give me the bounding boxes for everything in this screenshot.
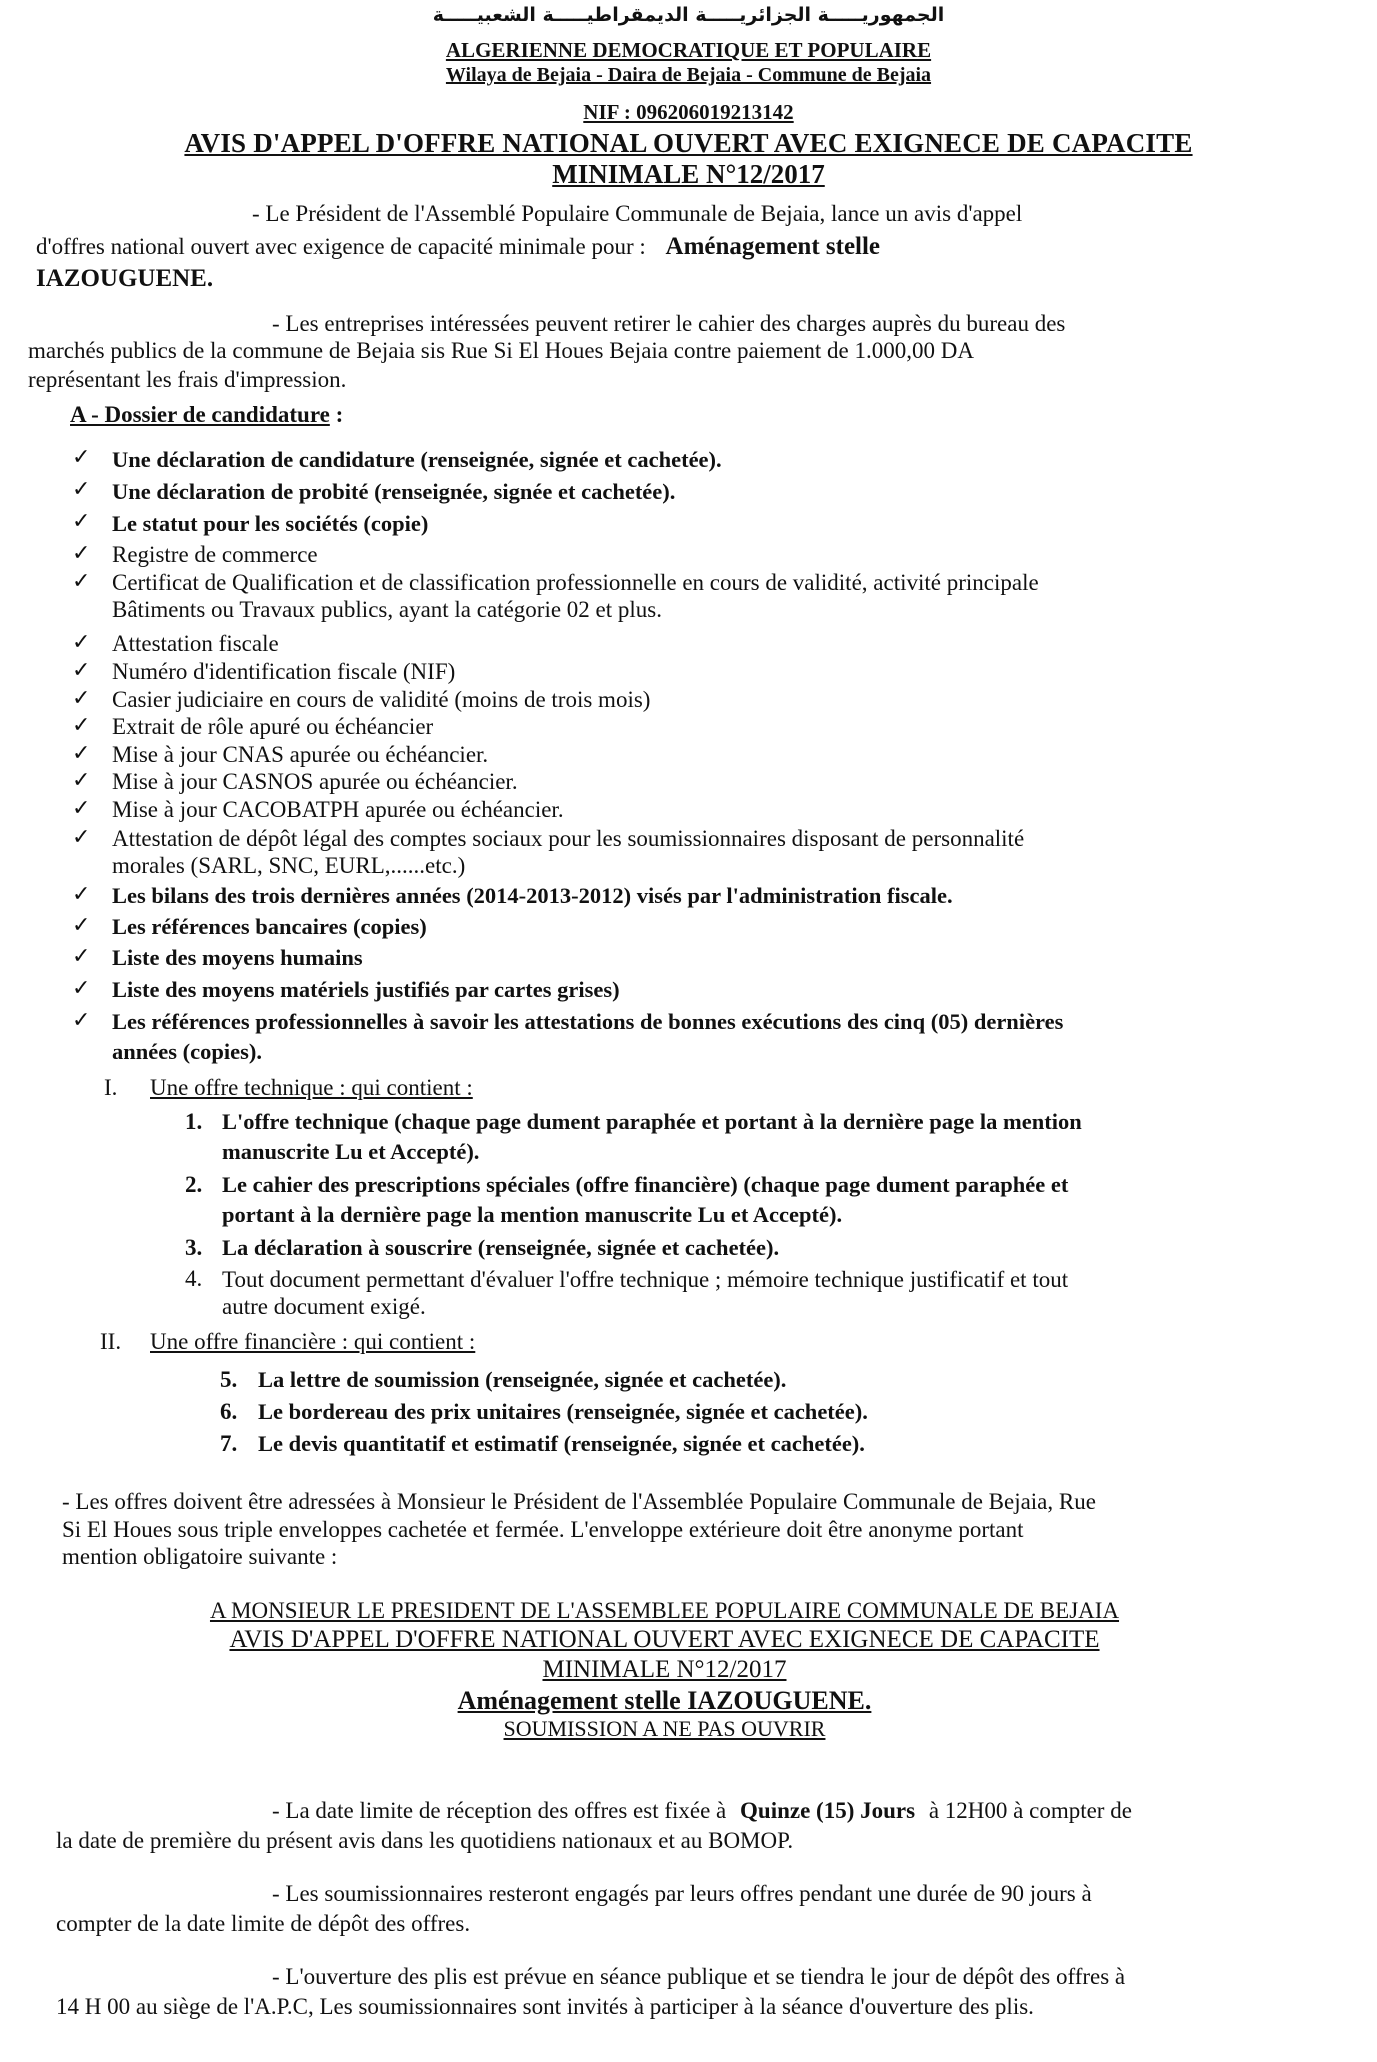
- check-icon: ✓: [72, 686, 91, 711]
- check-icon: ✓: [72, 713, 91, 738]
- technical-heading: Une offre technique : qui contient :: [150, 1075, 473, 1100]
- tender-title-line2: MINIMALE N°12/2017: [552, 159, 825, 189]
- check-icon: ✓: [72, 976, 91, 1001]
- arabic-header: الجمهوريـــــة الجزائريـــــة الديمقراطيـــــة الشعبيـــــة: [432, 4, 945, 26]
- project-name: Aménagement stelle: [665, 233, 881, 260]
- technical-item-cont: autre document exigé.: [222, 1294, 426, 1319]
- check-icon: ✓: [72, 630, 91, 655]
- check-icon: ✓: [72, 882, 91, 907]
- list-item: Liste des moyens humains: [112, 945, 363, 970]
- technical-numeral: I.: [104, 1075, 118, 1100]
- list-item-cont: années (copies).: [112, 1039, 262, 1064]
- list-item: Une déclaration de probité (renseignée, signée et cachetée).: [112, 479, 676, 504]
- withdraw-line1: - Les entreprises intéressées peuvent retirer le cahier des charges auprès du bureau des: [272, 311, 1066, 336]
- check-icon: ✓: [72, 944, 91, 969]
- withdraw-line2: marchés publics de la commune de Bejaia sis Rue Si El Houes Bejaia contre paiement de 1.000,00 DA: [28, 338, 974, 363]
- list-item: Attestation fiscale: [112, 631, 279, 656]
- nif-number: NIF : 096206019213142: [583, 100, 794, 124]
- list-item: Le statut pour les sociétés (copie): [112, 511, 429, 536]
- check-icon: ✓: [72, 825, 91, 850]
- opening-line2: 14 H 00 au siège de l'A.P.C, Les soumissionnaires sont invités à participer à la séance d'ouverture des plis.: [56, 1994, 1034, 2019]
- tender-title-line1: AVIS D'APPEL D'OFFRE NATIONAL OUVERT AVEC EXIGNECE DE CAPACITE: [184, 128, 1193, 158]
- technical-item-cont: portant à la dernière page la mention manuscrite Lu et Accepté).: [222, 1202, 843, 1227]
- list-item-cont: Bâtiments ou Travaux publics, ayant la catégorie 02 et plus.: [112, 597, 662, 622]
- deadline-line1: [272, 1797, 1132, 1824]
- list-item: Certificat de Qualification et de classification professionnelle en cours de validité, activité principale: [112, 570, 1039, 595]
- technical-item: Le cahier des prescriptions spéciales (offre financière) (chaque page dument paraphée et: [222, 1172, 1069, 1197]
- list-item: Mise à jour CASNOS apurée ou échéancier.: [112, 769, 518, 794]
- technical-item: Tout document permettant d'évaluer l'offre technique ; mémoire technique justificatif et tout: [222, 1267, 1069, 1292]
- check-icon: ✓: [72, 509, 91, 534]
- list-item: Registre de commerce: [112, 542, 318, 567]
- check-icon: ✓: [72, 913, 91, 938]
- engagement-line2: compter de la date limite de dépôt des offres.: [56, 1911, 471, 1936]
- financial-item-number: 6.: [220, 1399, 238, 1424]
- financial-heading: Une offre financière : qui contient :: [150, 1329, 476, 1354]
- technical-item: La déclaration à souscrire (renseignée, signée et cachetée).: [222, 1235, 780, 1260]
- intro-text: d'offres national ouvert avec exigence de capacité minimale pour :: [36, 234, 646, 259]
- list-item-cont: morales (SARL, SNC, EURL,......etc.): [112, 853, 466, 878]
- financial-item-number: 5.: [220, 1367, 238, 1392]
- address-line1: - Les offres doivent être adressées à Monsieur le Président de l'Assemblée Populaire Communale de Bejaia, Rue: [62, 1489, 1096, 1514]
- list-item: Casier judiciaire en cours de validité (moins de trois mois): [112, 687, 651, 712]
- check-icon: ✓: [72, 796, 91, 821]
- envelope-line4: Aménagement stelle IAZOUGUENE.: [457, 1686, 872, 1715]
- intro-line1: - Le Président de l'Assemblé Populaire Communale de Bejaia, lance un avis d'appel: [252, 201, 1023, 226]
- check-icon: ✓: [72, 1008, 91, 1033]
- list-item: Les références professionnelles à savoir les attestations de bonnes exécutions des cinq (05) dernières: [112, 1009, 1064, 1034]
- intro-line2: [36, 233, 880, 260]
- check-icon: ✓: [72, 445, 91, 470]
- financial-numeral: II.: [100, 1329, 122, 1354]
- list-item: Numéro d'identification fiscale (NIF): [112, 659, 456, 684]
- financial-item: Le devis quantitatif et estimatif (renseignée, signée et cachetée).: [258, 1431, 865, 1456]
- technical-item-cont: manuscrite Lu et Accepté).: [222, 1139, 480, 1164]
- technical-item-number: 1.: [185, 1109, 203, 1134]
- address-line2: Si El Houes sous triple enveloppes cachetée et fermée. L'enveloppe extérieure doit être anonyme portant: [62, 1517, 1024, 1542]
- location-line: Wilaya de Bejaia - Daira de Bejaia - Commune de Bejaia: [445, 64, 932, 86]
- dossier-heading-text: A - Dossier de candidature: [70, 402, 330, 427]
- list-item: Mise à jour CNAS apurée ou échéancier.: [112, 742, 489, 767]
- dossier-heading: [70, 402, 343, 428]
- technical-item-number: 3.: [185, 1235, 203, 1260]
- list-item: Liste des moyens matériels justifiés par cartes grises): [112, 977, 620, 1002]
- deadline-text: - La date limite de réception des offres est fixée à: [272, 1798, 727, 1823]
- project-name-cont: IAZOUGUENE.: [36, 265, 214, 292]
- check-icon: ✓: [72, 768, 91, 793]
- deadline-time: à 12H00 à compter de: [928, 1798, 1132, 1823]
- financial-item: La lettre de soumission (renseignée, signée et cachetée).: [258, 1367, 787, 1392]
- check-icon: ✓: [72, 569, 91, 594]
- engagement-line1: - Les soumissionnaires resteront engagés par leurs offres pendant une durée de 90 jours à: [272, 1881, 1092, 1906]
- opening-line1: - L'ouverture des plis est prévue en séance publique et se tiendra le jour de dépôt des offres à: [272, 1964, 1126, 1989]
- check-icon: ✓: [72, 477, 91, 502]
- envelope-line5: SOUMISSION A NE PAS OUVRIR: [503, 1716, 826, 1741]
- list-item: Les références bancaires (copies): [112, 914, 427, 939]
- list-item: Attestation de dépôt légal des comptes sociaux pour les soumissionnaires disposant de personnalité: [112, 826, 1025, 851]
- address-line3: mention obligatoire suivante :: [62, 1544, 338, 1569]
- republic-title: ALGERIENNE DEMOCRATIQUE ET POPULAIRE: [445, 38, 932, 62]
- list-item: Les bilans des trois dernières années (2014-2013-2012) visés par l'administration fiscale.: [112, 883, 953, 908]
- technical-item-number: 4.: [185, 1266, 203, 1291]
- financial-item-number: 7.: [220, 1431, 238, 1456]
- envelope-line1: A MONSIEUR LE PRESIDENT DE L'ASSEMBLEE POPULAIRE COMMUNALE DE BEJAIA: [209, 1598, 1120, 1623]
- envelope-line2: AVIS D'APPEL D'OFFRE NATIONAL OUVERT AVEC EXIGNECE DE CAPACITE: [229, 1626, 1100, 1653]
- list-item: Une déclaration de candidature (renseignée, signée et cachetée).: [112, 447, 722, 472]
- check-icon: ✓: [72, 541, 91, 566]
- deadline-duration: Quinze (15) Jours: [740, 1798, 916, 1823]
- withdraw-line3: représentant les frais d'impression.: [28, 367, 347, 392]
- financial-item: Le bordereau des prix unitaires (renseignée, signée et cachetée).: [258, 1399, 868, 1424]
- list-item: Extrait de rôle apuré ou échéancier: [112, 714, 434, 739]
- check-icon: ✓: [72, 741, 91, 766]
- technical-item: L'offre technique (chaque page dument paraphée et portant à la dernière page la mention: [222, 1109, 1082, 1134]
- envelope-line3: MINIMALE N°12/2017: [542, 1656, 787, 1683]
- deadline-line2: la date de première du présent avis dans les quotidiens nationaux et au BOMOP.: [56, 1828, 794, 1853]
- dossier-heading-colon: :: [329, 402, 344, 427]
- list-item: Mise à jour CACOBATPH apurée ou échéancier.: [112, 797, 564, 822]
- technical-item-number: 2.: [185, 1172, 203, 1197]
- check-icon: ✓: [72, 658, 91, 683]
